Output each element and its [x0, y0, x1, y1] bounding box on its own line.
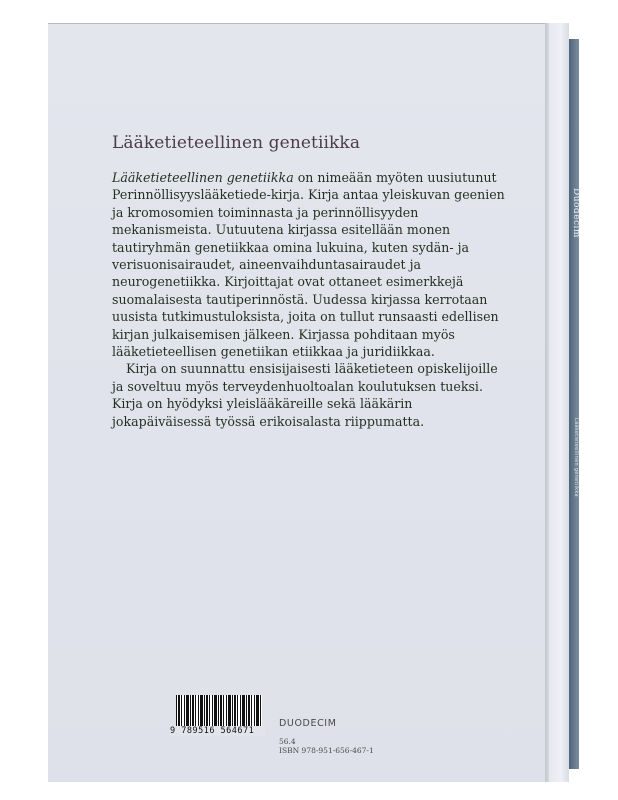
blurb-paragraph-1 [112, 169, 512, 360]
blurb [112, 169, 512, 430]
isbn: ISBN 978-951-656-467-1 [279, 746, 374, 755]
italic-title: Lääketieteellinen genetiikka [112, 170, 294, 185]
blurb-paragraph-2: Kirja on suunnattu ensisijaisesti lääketieteen opiskelijoille ja soveltuu myös terveydenhuoltoalan koulutuksen tueksi. Kirja on hyödyksi yleislääkäreille sekä lääkärin jokapäiväisessä työssä erikoisalasta riippumatta. [112, 361, 498, 429]
barcode [170, 695, 265, 735]
paragraph-1-text: on nimeään myöten uusiutunut Perinnöllisyyslääketiede-kirja. Kirja antaa yleiskuvan geenien ja kromosomien toiminnasta ja perinnöllisyyden mekanismeista. Uutuutena kirjassa esitellään monen tautiryhmän genetiikkaa omina lukuina, kuten sydän- ja verisuonisairaudet, aineenvaihduntasairaudet ja neurogenetiikka. Kirjoittajat ovat ottaneet esimerkkejä suomalaisesta tautiperinnöstä. Uudessa kirjassa kerrotaan uusista tutkimustuloksista, joita on tullut runsaasti edellisen kirjan julkaisemisen jälkeen. Kirjassa pohditaan myös lääketieteellisen genetiikan etiikkaa ja juridiikkaa. [112, 170, 505, 360]
classification-code: 56.4 [279, 737, 296, 746]
spine-title: Duodecim [571, 188, 581, 238]
barcode-bars-icon [176, 695, 262, 727]
spine-subtitle: Lääketieteellinen genetiikka [573, 418, 579, 497]
spine-edge [549, 23, 569, 782]
book-back-cover [48, 23, 581, 782]
publisher-name: DUODECIM [279, 718, 337, 729]
book-title: Lääketieteellinen genetiikka [112, 133, 361, 153]
barcode-digits: 9 789516 564671 [170, 726, 265, 736]
